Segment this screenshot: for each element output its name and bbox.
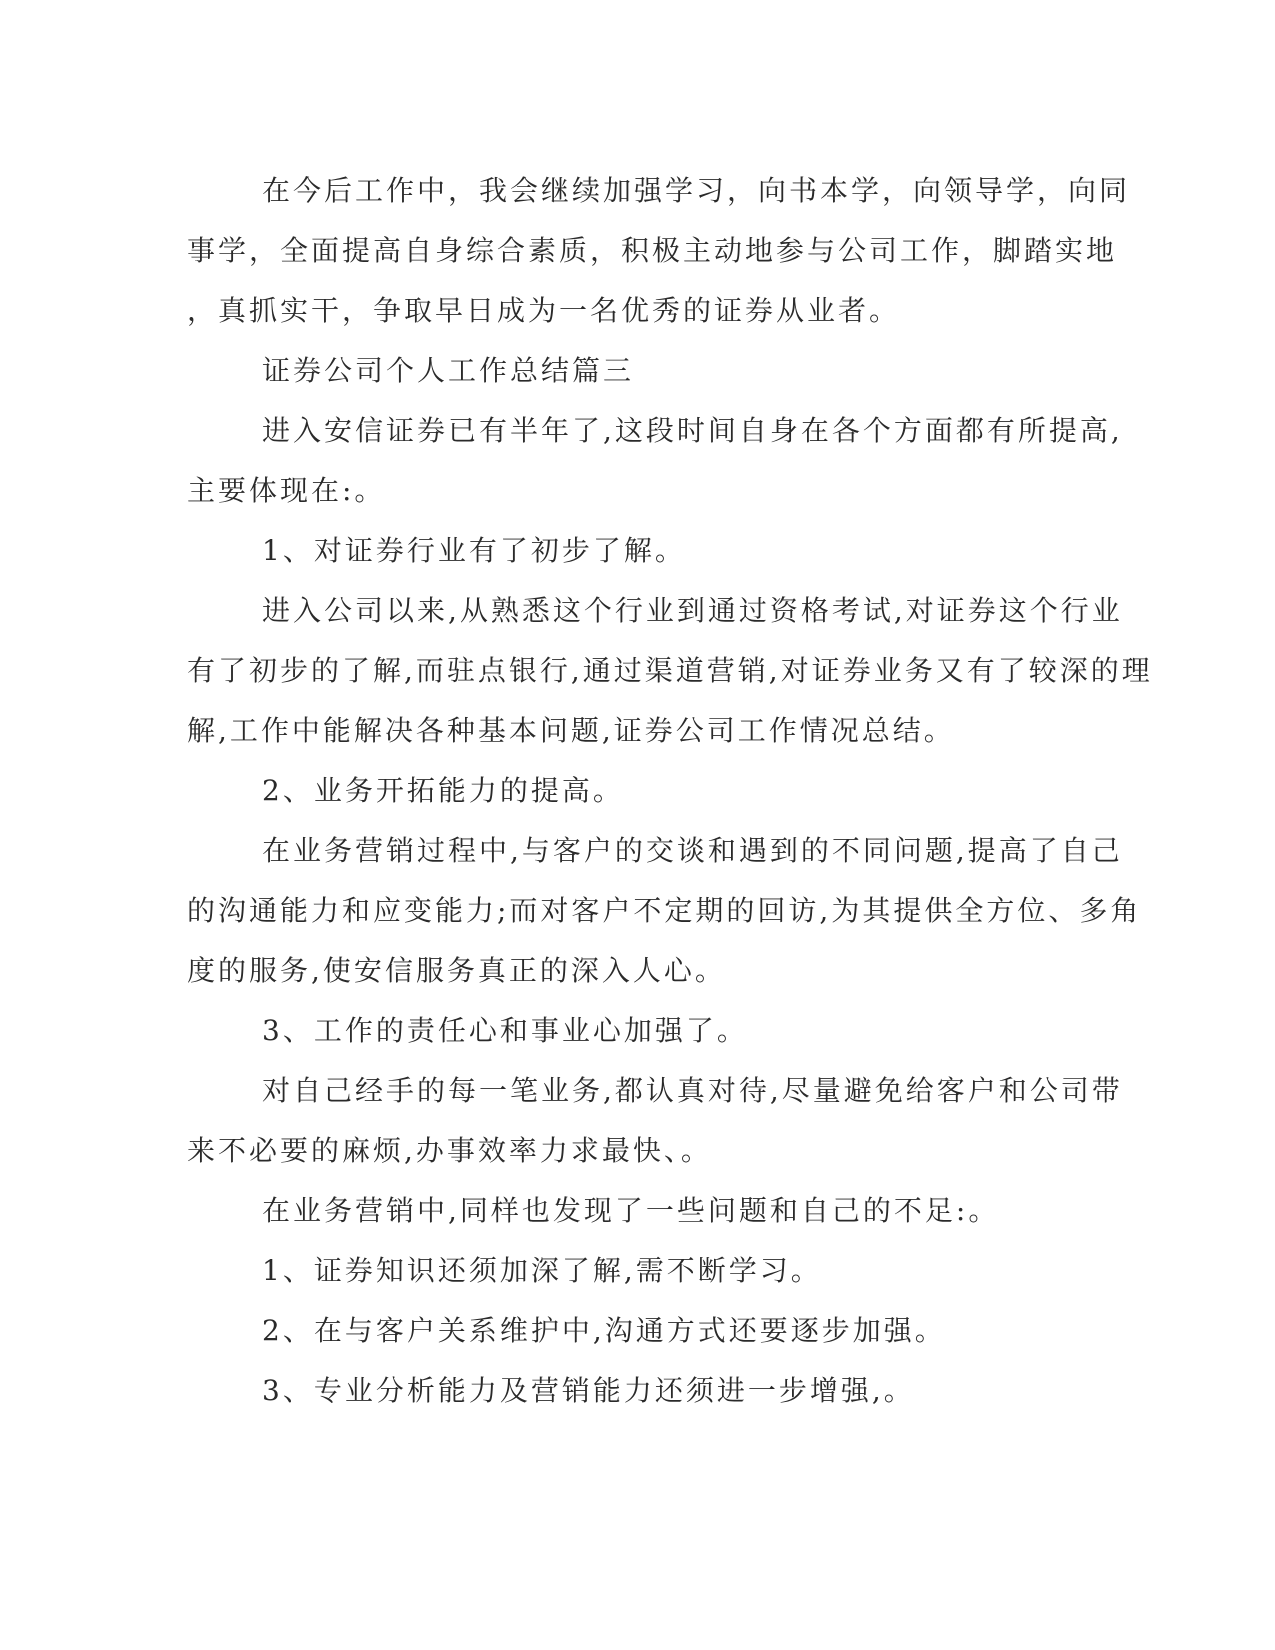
list-item: 3、专业分析能力及营销能力还须进一步增强,。 xyxy=(262,1374,915,1407)
paragraph-line: 的沟通能力和应变能力;而对客户不定期的回访,为其提供全方位、多角 xyxy=(187,894,1142,927)
paragraph-line: 事学，全面提高自身综合素质，积极主动地参与公司工作，脚踏实地 xyxy=(187,234,1118,267)
paragraph-line: 在业务营销中,同样也发现了一些问题和自己的不足:。 xyxy=(262,1194,1000,1227)
paragraph-line: 度的服务,使安信服务真正的深入人心。 xyxy=(187,954,726,987)
paragraph-line: 在业务营销过程中,与客户的交谈和遇到的不同问题,提高了自己 xyxy=(262,834,1123,867)
paragraph-line: ，真抓实干，争取早日成为一名优秀的证券从业者。 xyxy=(187,294,901,327)
paragraph-line: 解,工作中能解决各种基本问题,证券公司工作情况总结。 xyxy=(187,714,955,747)
paragraph-line: 进入安信证券已有半年了,这段时间自身在各个方面都有所提高, xyxy=(262,414,1123,447)
list-item-heading: 2、业务开拓能力的提高。 xyxy=(262,774,624,807)
list-item-heading: 1、对证券行业有了初步了解。 xyxy=(262,534,686,567)
paragraph-line: 进入公司以来,从熟悉这个行业到通过资格考试,对证券这个行业 xyxy=(262,594,1123,627)
paragraph-line: 来不必要的麻烦,办事效率力求最快、。 xyxy=(187,1134,712,1167)
section-heading: 证券公司个人工作总结篇三 xyxy=(262,354,635,387)
list-item-heading: 3、工作的责任心和事业心加强了。 xyxy=(262,1014,748,1047)
paragraph-line: 在今后工作中，我会继续加强学习，向书本学，向领导学，向同 xyxy=(262,174,1131,207)
paragraph-line: 主要体现在:。 xyxy=(187,474,386,507)
list-item: 2、在与客户关系维护中,沟通方式还要逐步加强。 xyxy=(262,1314,946,1347)
paragraph-line: 对自己经手的每一笔业务,都认真对待,尽量避免给客户和公司带 xyxy=(262,1074,1123,1107)
list-item: 1、证券知识还须加深了解,需不断学习。 xyxy=(262,1254,822,1287)
paragraph-line: 有了初步的了解,而驻点银行,通过渠道营销,对证券业务又有了较深的理 xyxy=(187,654,1153,687)
